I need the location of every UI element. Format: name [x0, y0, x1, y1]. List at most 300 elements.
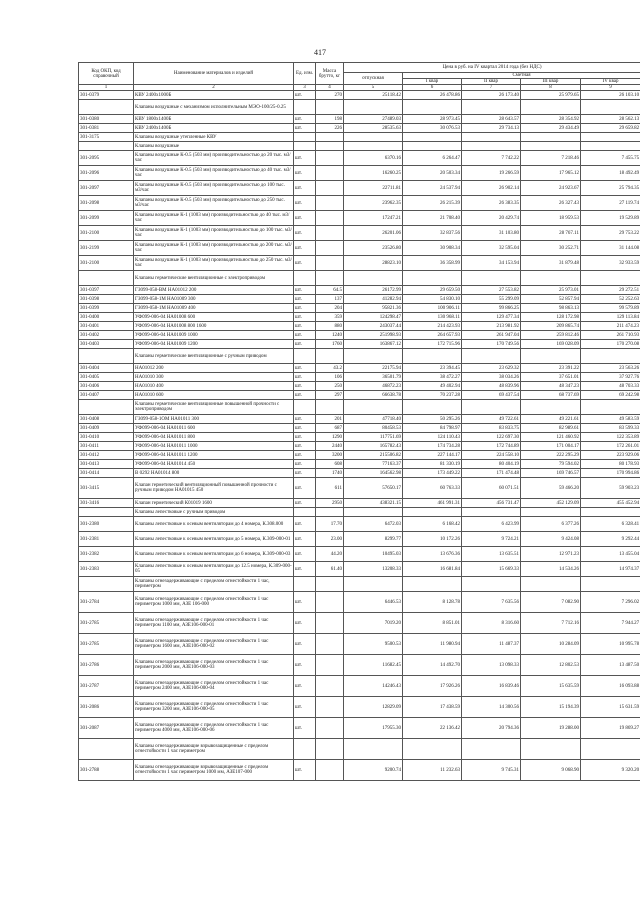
row-unit [294, 349, 316, 364]
row-name: НА01010 400 [134, 382, 294, 391]
row-unit: шт. [294, 697, 316, 718]
row-name: Клапаны лепестковые с ручным приводом [134, 508, 294, 517]
row-mass [316, 634, 344, 655]
row-unit: шт. [294, 295, 316, 304]
row-price-q4: 23 563.26 [581, 364, 640, 373]
row-mass: 17.70 [316, 517, 344, 532]
row-price-q2: 20 794.36 [462, 718, 521, 739]
row-wholesale-price: 164562.98 [344, 469, 403, 478]
row-price-q4: 15 631.59 [581, 697, 640, 718]
row-name: НА01012 200 [134, 364, 294, 373]
table-row [79, 451, 640, 460]
row-name: Клапаны огнезадерживающие с пределом огнестойкости 1 час периметром 1000 мм, АЗЕ 106-000 [134, 592, 294, 613]
row-wholesale-price: 23962.35 [344, 196, 403, 211]
row-price-q2: 28 643.57 [462, 115, 521, 124]
index-cell: 2 [134, 85, 294, 91]
row-mass: 359 [316, 313, 344, 322]
row-code: 301-2383 [79, 562, 134, 577]
table-row [79, 676, 640, 697]
row-code: 301-2788 [79, 760, 134, 781]
row-price-q3: 121 460.92 [521, 433, 581, 442]
header-q4: IV квар [581, 79, 640, 85]
row-name: Клапаны воздушные К-0.5 (503 мм) производительностью до 250 тыс. м3/час [134, 196, 294, 211]
header-mass: Масса брутто, кг [316, 63, 344, 85]
row-price-q2: 16 839.46 [462, 676, 521, 697]
row-price-q4 [581, 142, 640, 151]
row-price-q3: 29 434.49 [521, 124, 581, 133]
row-mass [316, 655, 344, 676]
row-unit: шт. [294, 196, 316, 211]
row-mass: 204 [316, 304, 344, 313]
row-name: Клапаны воздушные К-1 (1003 мм) производительностью до 250 тыс. м3/час [134, 256, 294, 271]
row-unit [294, 400, 316, 415]
row-price-q2: 49 722.61 [462, 415, 521, 424]
row-mass [316, 151, 344, 166]
row-code: 301-0412 [79, 451, 134, 460]
row-price-q4: 69 242.98 [581, 391, 640, 400]
row-price-q3: 30 252.71 [521, 241, 581, 256]
row-price-q3: 12 971.23 [521, 547, 581, 562]
row-price-q4: 26 103.10 [581, 91, 640, 100]
row-price-q3: 7 712.16 [521, 613, 581, 634]
row-name: Клапаны огнезадерживающие с пределом огнестойкости 1 час периметром 2000 мм, АЗЕ106-000-03 [134, 655, 294, 676]
row-price-q4: 25 794.35 [581, 181, 640, 196]
row-code: 301-0400 [79, 313, 134, 322]
index-cell: 6 [403, 85, 462, 91]
row-code: 301-0404 [79, 364, 134, 373]
row-price-q3: 128 172.98 [521, 313, 581, 322]
row-code: 301-0407 [79, 391, 134, 400]
table-row [79, 718, 640, 739]
row-wholesale-price: 14246.43 [344, 676, 403, 697]
row-code: 301-0379 [79, 91, 134, 100]
table-row [79, 133, 640, 142]
row-price-q1: 30 908.34 [403, 241, 462, 256]
row-name: НА01010 300 [134, 373, 294, 382]
row-code: 301-2100 [79, 256, 134, 271]
row-mass [316, 211, 344, 226]
row-price-q3: 14 534.26 [521, 562, 581, 577]
row-code: 301-0411 [79, 442, 134, 451]
row-name: Клапаны лепестковые к осевым вентиляторам до 5 номера, К.309-000-01 [134, 532, 294, 547]
row-price-q3: 9 424.08 [521, 532, 581, 547]
row-price-q2: 80 404.19 [462, 460, 521, 469]
row-price-q3: 24 923.67 [521, 181, 581, 196]
row-price-q2: 456 731.47 [462, 499, 521, 508]
row-unit: шт. [294, 760, 316, 781]
row-unit: шт. [294, 451, 316, 460]
table-row [79, 181, 640, 196]
row-price-q3: 26 327.43 [521, 196, 581, 211]
row-name: Клапаны лепестковые к осевым вентиляторам до 12.5 номера, К.309-000-05 [134, 562, 294, 577]
row-price-q1: 13 676.36 [403, 547, 462, 562]
row-mass [316, 196, 344, 211]
row-name: В 0292 НА01014 800 [134, 469, 294, 478]
row-code: 301-0406 [79, 382, 134, 391]
row-price-q1: 36 358.99 [403, 256, 462, 271]
row-price-q2 [462, 271, 521, 286]
row-mass: 611 [316, 478, 344, 499]
row-wholesale-price: 6472.03 [344, 517, 403, 532]
row-mass [316, 142, 344, 151]
row-name: Клапаны воздушные с механизмом исполнительным МЭО-100/25-0.25 [134, 100, 294, 115]
row-price-q1 [403, 349, 462, 364]
row-price-q3: 49 221.61 [521, 415, 581, 424]
row-unit [294, 142, 316, 151]
row-wholesale-price: 9500.53 [344, 634, 403, 655]
row-wholesale-price: 23526.80 [344, 241, 403, 256]
row-code: 301-3416 [79, 499, 134, 508]
row-unit: шт. [294, 442, 316, 451]
row-unit: шт. [294, 478, 316, 499]
row-price-q4 [581, 739, 640, 760]
row-price-q1: 17 438.59 [403, 697, 462, 718]
row-price-q1: 14 492.70 [403, 655, 462, 676]
row-code: 301-2098 [79, 196, 134, 211]
row-wholesale-price: 11682.45 [344, 655, 403, 676]
index-cell: 7 [462, 85, 521, 91]
row-price-q4: 49 583.59 [581, 415, 640, 424]
row-price-q2: 261 947.04 [462, 331, 521, 340]
table-row [79, 166, 640, 181]
row-mass [316, 133, 344, 142]
row-code: 301-3175 [79, 133, 134, 142]
row-name: УФ099-006-04 НА01014 450 [134, 460, 294, 469]
row-name: Клапаны огнезадерживающие с пределом огнестойкости 1 час, периметром [134, 577, 294, 592]
row-code: 301-0403 [79, 340, 134, 349]
table-row [79, 100, 640, 115]
row-mass [316, 181, 344, 196]
row-wholesale-price: 6370.16 [344, 151, 403, 166]
row-price-q1: 26 215.39 [403, 196, 462, 211]
row-price-q4: 28 562.13 [581, 115, 640, 124]
row-unit: шт. [294, 364, 316, 373]
table-row [79, 478, 640, 499]
header-price: Цена в руб. на IV квартал 2014 года (без НДС) [344, 63, 640, 73]
row-code [79, 349, 134, 364]
price-table [78, 62, 640, 781]
row-price-q2: 14 300.56 [462, 697, 521, 718]
row-price-q1: 29 659.50 [403, 286, 462, 295]
row-price-q2: 60 071.51 [462, 478, 521, 499]
row-price-q4: 32 933.59 [581, 256, 640, 271]
row-unit: шт. [294, 115, 316, 124]
row-price-q1: 21 708.40 [403, 211, 462, 226]
row-mass [316, 349, 344, 364]
row-price-q3: 18 959.53 [521, 211, 581, 226]
row-price-q2: 13 635.51 [462, 547, 521, 562]
row-price-q1: 227 144.17 [403, 451, 462, 460]
row-wholesale-price: 36501.79 [344, 373, 403, 382]
table-row [79, 760, 640, 781]
row-price-q3 [521, 577, 581, 592]
row-name: КВУ 2400х1000Б [134, 91, 294, 100]
row-unit: шт. [294, 634, 316, 655]
row-price-q1: 50 295.26 [403, 415, 462, 424]
row-price-q2: 7 635.56 [462, 592, 521, 613]
row-price-q3 [521, 100, 581, 115]
row-mass: 608 [316, 460, 344, 469]
row-unit: шт. [294, 226, 316, 241]
row-price-q3: 15 194.39 [521, 697, 581, 718]
row-wholesale-price: 243037.44 [344, 322, 403, 331]
row-price-q3: 17 965.12 [521, 166, 581, 181]
table-row [79, 286, 640, 295]
row-price-q3 [521, 133, 581, 142]
row-mass [316, 739, 344, 760]
row-price-q2: 26 383.35 [462, 196, 521, 211]
row-wholesale-price: 438321.15 [344, 499, 403, 508]
row-mass [316, 400, 344, 415]
row-price-q3 [521, 739, 581, 760]
row-mass [316, 697, 344, 718]
row-unit [294, 508, 316, 517]
row-price-q4 [581, 577, 640, 592]
table-row [79, 391, 640, 400]
row-name: Клапаны огнезадерживающие с пределом огнестойкости 1 час периметром 4000 мм, АЗЕ106-000-06 [134, 718, 294, 739]
row-price-q1: 22 136.42 [403, 718, 462, 739]
row-unit [294, 133, 316, 142]
index-cell: 1 [79, 85, 134, 91]
row-price-q4: 83 599.33 [581, 424, 640, 433]
table-row [79, 91, 640, 100]
row-name: Клапаны огнезадерживающие взрывозащищенные с пределом огнестойкости 1 час периметром 1000 мм, АЗЕ107-000 [134, 760, 294, 781]
table-row [79, 313, 640, 322]
row-price-q3: 82 989.61 [521, 424, 581, 433]
row-price-q2: 27 553.82 [462, 286, 521, 295]
row-name: КВУ 2400х1400Б [134, 124, 294, 133]
row-name: Клапаны лепестковые к осевым вентиляторам до 6 номера, К.309-000-03 [134, 547, 294, 562]
row-price-q4: 455 452.94 [581, 499, 640, 508]
row-unit: шт. [294, 373, 316, 382]
row-wholesale-price [344, 508, 403, 517]
row-price-q2: 129 477.34 [462, 313, 521, 322]
table-row [79, 532, 640, 547]
row-wholesale-price: 124298.47 [344, 313, 403, 322]
row-price-q1: 26 478.86 [403, 91, 462, 100]
row-wholesale-price: 27489.03 [344, 115, 403, 124]
row-price-q4: 170 994.86 [581, 469, 640, 478]
row-mass: 1240 [316, 331, 344, 340]
row-unit: шт. [294, 532, 316, 547]
row-unit: шт. [294, 382, 316, 391]
table-row [79, 400, 640, 415]
row-wholesale-price: 7019.20 [344, 613, 403, 634]
row-price-q3 [521, 508, 581, 517]
row-wholesale-price: 80458.53 [344, 424, 403, 433]
row-wholesale-price: 9200.74 [344, 760, 403, 781]
row-mass [316, 760, 344, 781]
row-wholesale-price: 95821.36 [344, 304, 403, 313]
row-code: 301-2784 [79, 592, 134, 613]
table-row [79, 226, 640, 241]
row-price-q3: 12 802.53 [521, 655, 581, 676]
row-price-q1: 16 681.84 [403, 562, 462, 577]
row-price-q4 [581, 400, 640, 415]
index-cell: 9 [581, 85, 640, 91]
header-q1: I квар [403, 79, 462, 85]
row-name: Клапаны огнезадерживающие с пределом огнестойкости 1 час периметром 3200 мм, АЗЕ106-000-05 [134, 697, 294, 718]
row-price-q1: 8 128.78 [403, 592, 462, 613]
row-price-q2: 122 697.30 [462, 433, 521, 442]
index-cell: 4 [316, 85, 344, 91]
row-code: 301-2199 [79, 241, 134, 256]
row-price-q1: 172 715.96 [403, 340, 462, 349]
row-unit: шт. [294, 433, 316, 442]
table-row [79, 349, 640, 364]
row-price-q2: 48 839.96 [462, 382, 521, 391]
row-wholesale-price: 25118.42 [344, 91, 403, 100]
row-price-q3: 37 651.01 [521, 373, 581, 382]
row-code: 301-0399 [79, 304, 134, 313]
row-wholesale-price: 8299.77 [344, 532, 403, 547]
row-code: 301-0381 [79, 124, 134, 133]
row-price-q4: 16 093.88 [581, 676, 640, 697]
table-row [79, 373, 640, 382]
row-name: ГЗ099-058-1ОМ НА01011 300 [134, 415, 294, 424]
row-name: УФ099-006-04 НА01011 600 [134, 424, 294, 433]
row-unit: шт. [294, 181, 316, 196]
row-unit [294, 577, 316, 592]
row-unit: шт. [294, 460, 316, 469]
row-price-q2: 32 595.04 [462, 241, 521, 256]
row-price-q3: 169 028.09 [521, 340, 581, 349]
row-code: 301-2787 [79, 676, 134, 697]
row-wholesale-price: 26172.99 [344, 286, 403, 295]
row-price-q4: 13 455.04 [581, 547, 640, 562]
row-mass: 137 [316, 295, 344, 304]
table-row [79, 517, 640, 532]
row-mass: 1290 [316, 433, 344, 442]
price-table-body [79, 91, 640, 781]
row-code: 301-0413 [79, 460, 134, 469]
table-row [79, 577, 640, 592]
row-unit: шт. [294, 391, 316, 400]
row-wholesale-price: 28535.63 [344, 124, 403, 133]
table-row [79, 442, 640, 451]
row-name: Клапаны воздушные К-1 (1003 мм) производительностью до 40 тыс. м3/час [134, 211, 294, 226]
row-price-q1: 11 232.63 [403, 760, 462, 781]
row-unit: шт. [294, 517, 316, 532]
table-row [79, 415, 640, 424]
index-cell: 3 [294, 85, 316, 91]
row-unit: шт. [294, 592, 316, 613]
row-unit: шт. [294, 562, 316, 577]
row-code: 301-2381 [79, 532, 134, 547]
row-mass: 297 [316, 391, 344, 400]
row-code: 301-0405 [79, 373, 134, 382]
row-unit: шт. [294, 322, 316, 331]
row-price-q2: 8 316.60 [462, 613, 521, 634]
row-price-q2: 172 744.89 [462, 442, 521, 451]
row-name: НА01010 600 [134, 391, 294, 400]
row-price-q4 [581, 100, 640, 115]
row-price-q3: 15 635.59 [521, 676, 581, 697]
row-wholesale-price: 16260.25 [344, 166, 403, 181]
table-row [79, 241, 640, 256]
row-price-q2: 26 902.14 [462, 181, 521, 196]
header-estimate: Сметная [403, 73, 640, 79]
row-price-q4: 129 113.84 [581, 313, 640, 322]
row-wholesale-price [344, 739, 403, 760]
row-unit [294, 100, 316, 115]
row-price-q3: 25 973.01 [521, 286, 581, 295]
row-code: 301-2382 [79, 547, 134, 562]
header-q2: II квар [462, 79, 521, 85]
row-price-q2: 55 299.09 [462, 295, 521, 304]
table-row [79, 634, 640, 655]
table-row [79, 424, 640, 433]
row-mass [316, 592, 344, 613]
row-mass: 2440 [316, 442, 344, 451]
row-price-q2 [462, 400, 521, 415]
row-price-q4: 31 144.08 [581, 241, 640, 256]
row-unit: шт. [294, 256, 316, 271]
row-price-q4: 18 492.49 [581, 166, 640, 181]
row-mass [316, 676, 344, 697]
row-mass: 44.20 [316, 547, 344, 562]
row-name: УФ099-006-04 НА01008 800 1600 [134, 322, 294, 331]
row-wholesale-price: 165782.43 [344, 442, 403, 451]
table-row [79, 142, 640, 151]
row-unit: шт. [294, 718, 316, 739]
table-row [79, 739, 640, 760]
row-price-q1: 264 657.93 [403, 331, 462, 340]
row-unit: шт. [294, 340, 316, 349]
row-price-q4: 7 455.75 [581, 151, 640, 166]
row-price-q4: 261 710.93 [581, 331, 640, 340]
table-row [79, 562, 640, 577]
row-mass [316, 718, 344, 739]
row-price-q1: 49 402.94 [403, 382, 462, 391]
row-code: 301-0402 [79, 331, 134, 340]
row-price-q4: 14 974.37 [581, 562, 640, 577]
row-price-q3: 68 737.69 [521, 391, 581, 400]
header-unit: Ед. изм. [294, 63, 316, 85]
row-code: 301-2097 [79, 181, 134, 196]
header-code: Код ОКП, код справочный [79, 63, 134, 85]
row-price-q1: 124 110.43 [403, 433, 462, 442]
row-price-q2: 19 266.59 [462, 166, 521, 181]
row-price-q4 [581, 133, 640, 142]
row-price-q1: 24 537.94 [403, 181, 462, 196]
row-mass: 64.5 [316, 286, 344, 295]
row-code: 301-2786 [79, 655, 134, 676]
row-price-q1: 38 472.27 [403, 373, 462, 382]
row-code: 301-2380 [79, 517, 134, 532]
row-name: Клапаны воздушные К-1 (1003 мм) производительностью до 200 тыс. м3/час [134, 241, 294, 256]
row-price-q1 [403, 142, 462, 151]
row-unit [294, 739, 316, 760]
row-wholesale-price [344, 100, 403, 115]
row-price-q2: 13 098.33 [462, 655, 521, 676]
row-mass: 1760 [316, 340, 344, 349]
row-wholesale-price [344, 400, 403, 415]
row-price-q2: 170 749.56 [462, 340, 521, 349]
row-price-q1: 6 168.42 [403, 517, 462, 532]
row-unit: шт. [294, 91, 316, 100]
row-mass: 43.2 [316, 364, 344, 373]
table-row [79, 382, 640, 391]
table-row [79, 655, 640, 676]
row-wholesale-price: 66638.78 [344, 391, 403, 400]
row-mass [316, 271, 344, 286]
row-wholesale-price: 251998.93 [344, 331, 403, 340]
row-mass: 250 [316, 382, 344, 391]
row-price-q4: 29 272.51 [581, 286, 640, 295]
row-unit: шт. [294, 499, 316, 508]
row-price-q1: 60 763.33 [403, 478, 462, 499]
